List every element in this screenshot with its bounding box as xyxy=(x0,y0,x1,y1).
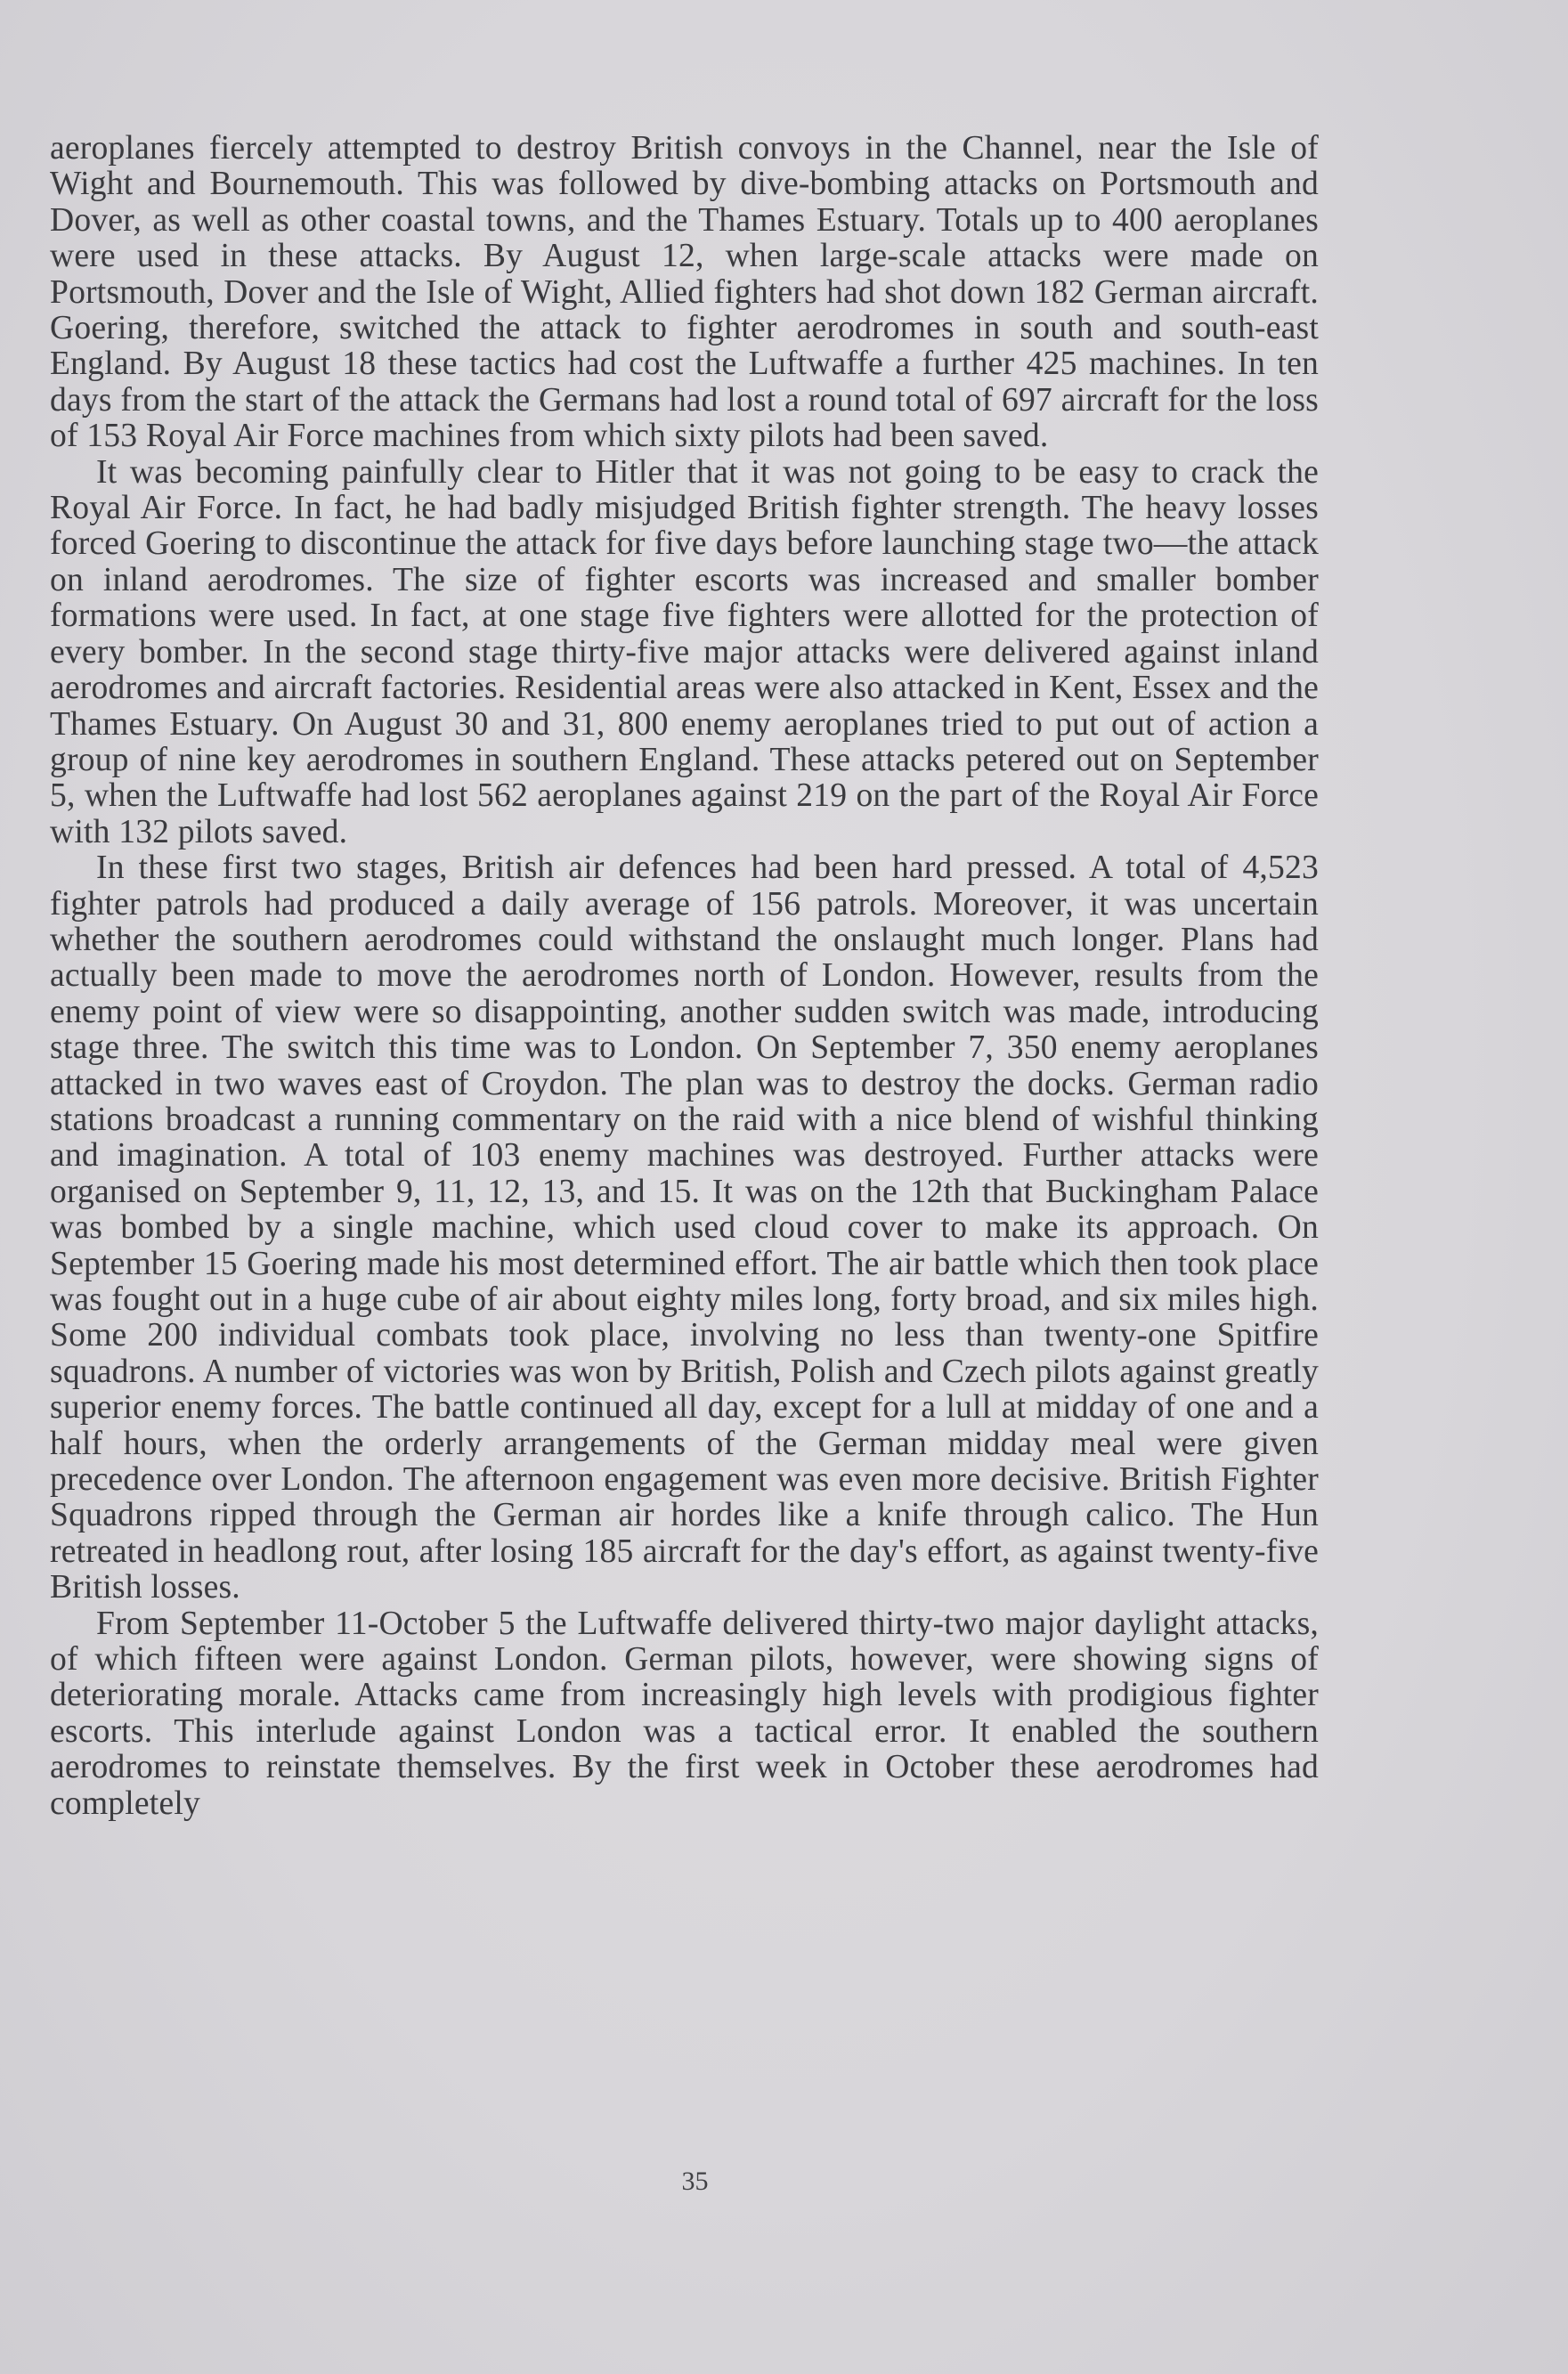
paragraph-3: In these first two stages, British air defences had been hard pressed. A total of 4,523 fighter patrols had produced a daily average of 156 patrols. Moreover, it was uncertain whether the southern aerodromes could withstand the onslaught much longer. Plans had actually been made to move the aerodromes north of London. However, results from the enemy point of view were so disappointing, another sudden switch was made, introducing stage three. The switch this time was to London. On September 7, 350 enemy aeroplanes attacked in two waves east of Croydon. The plan was to destroy the docks. German radio stations broadcast a running commentary on the raid with a nice blend of wishful thinking and imagination. A total of 103 enemy machines was destroyed. Further attacks were organised on September 9, 11, 12, 13, and 15. It was on the 12th that Buckingham Palace was bombed by a single machine, which used cloud cover to make its approach. On September 15 Goering made his most determined effort. The air battle which then took place was fought out in a huge cube of air about eighty miles long, forty broad, and six miles high. Some 200 individual combats took place, involving no less than twenty-one Spitfire squadrons. A number of victories was won by British, Polish and Czech pilots against greatly superior enemy forces. The battle continued all day, except for a lull at midday of one and a half hours, when the orderly arrangements of the German midday meal were given precedence over London. The afternoon engagement was even more decisive. British Fighter Squadrons ripped through the German air hordes like a knife through calico. The Hun retreated in headlong rout, after losing 185 aircraft for the day's effort, as against twenty-five British losses. xyxy=(50,850,1319,1606)
page-number: 35 xyxy=(681,2167,709,2196)
paragraph-4: From September 11-October 5 the Luftwaffe delivered thirty-two major daylight attacks, of which fifteen were against London. German pilots, however, were showing signs of deteriorating morale. Attacks came from increasingly high levels with prodigious fighter escorts. This interlude against London was a tactical error. It enabled the southern aerodromes to reinstate themselves. By the first week in October these aerodromes had completely xyxy=(50,1605,1319,1822)
paragraph-1: aeroplanes fiercely attempted to destroy British convoys in the Channel, near the Isle of Wight and Bournemouth. This was followed by dive-bombing attacks on Portsmouth and Dover, as well as other coastal towns, and the Thames Estuary. Totals up to 400 aeroplanes were used in these attacks. By August 12, when large-scale attacks were made on Portsmouth, Dover and the Isle of Wight, Allied fighters had shot down 182 German aircraft. Goering, therefore, switched the attack to fighter aerodromes in south and south-east England. By August 18 these tactics had cost the Luftwaffe a further 425 machines. In ten days from the start of the attack the Germans had lost a round total of 697 aircraft for the loss of 153 Royal Air Force machines from which sixty pilots had been saved. xyxy=(50,130,1319,455)
body-text xyxy=(50,131,1319,1822)
paragraph-2: It was becoming painfully clear to Hitler that it was not going to be easy to crack the Royal Air Force. In fact, he had badly misjudged British fighter strength. The heavy losses forced Goering to discontinue the attack for five days before launching stage two—the attack on inland aerodromes. The size of fighter escorts was increased and smaller bomber formations were used. In fact, at one stage five fighters were allotted for the protection of every bomber. In the second stage thirty-five major attacks were delivered against inland aerodromes and aircraft factories. Residential areas were also attacked in Kent, Essex and the Thames Estuary. On August 30 and 31, 800 enemy aeroplanes tried to put out of action a group of nine key aerodromes in southern England. These attacks petered out on September 5, when the Luftwaffe had lost 562 aeroplanes against 219 on the part of the Royal Air Force with 132 pilots saved. xyxy=(50,453,1319,850)
